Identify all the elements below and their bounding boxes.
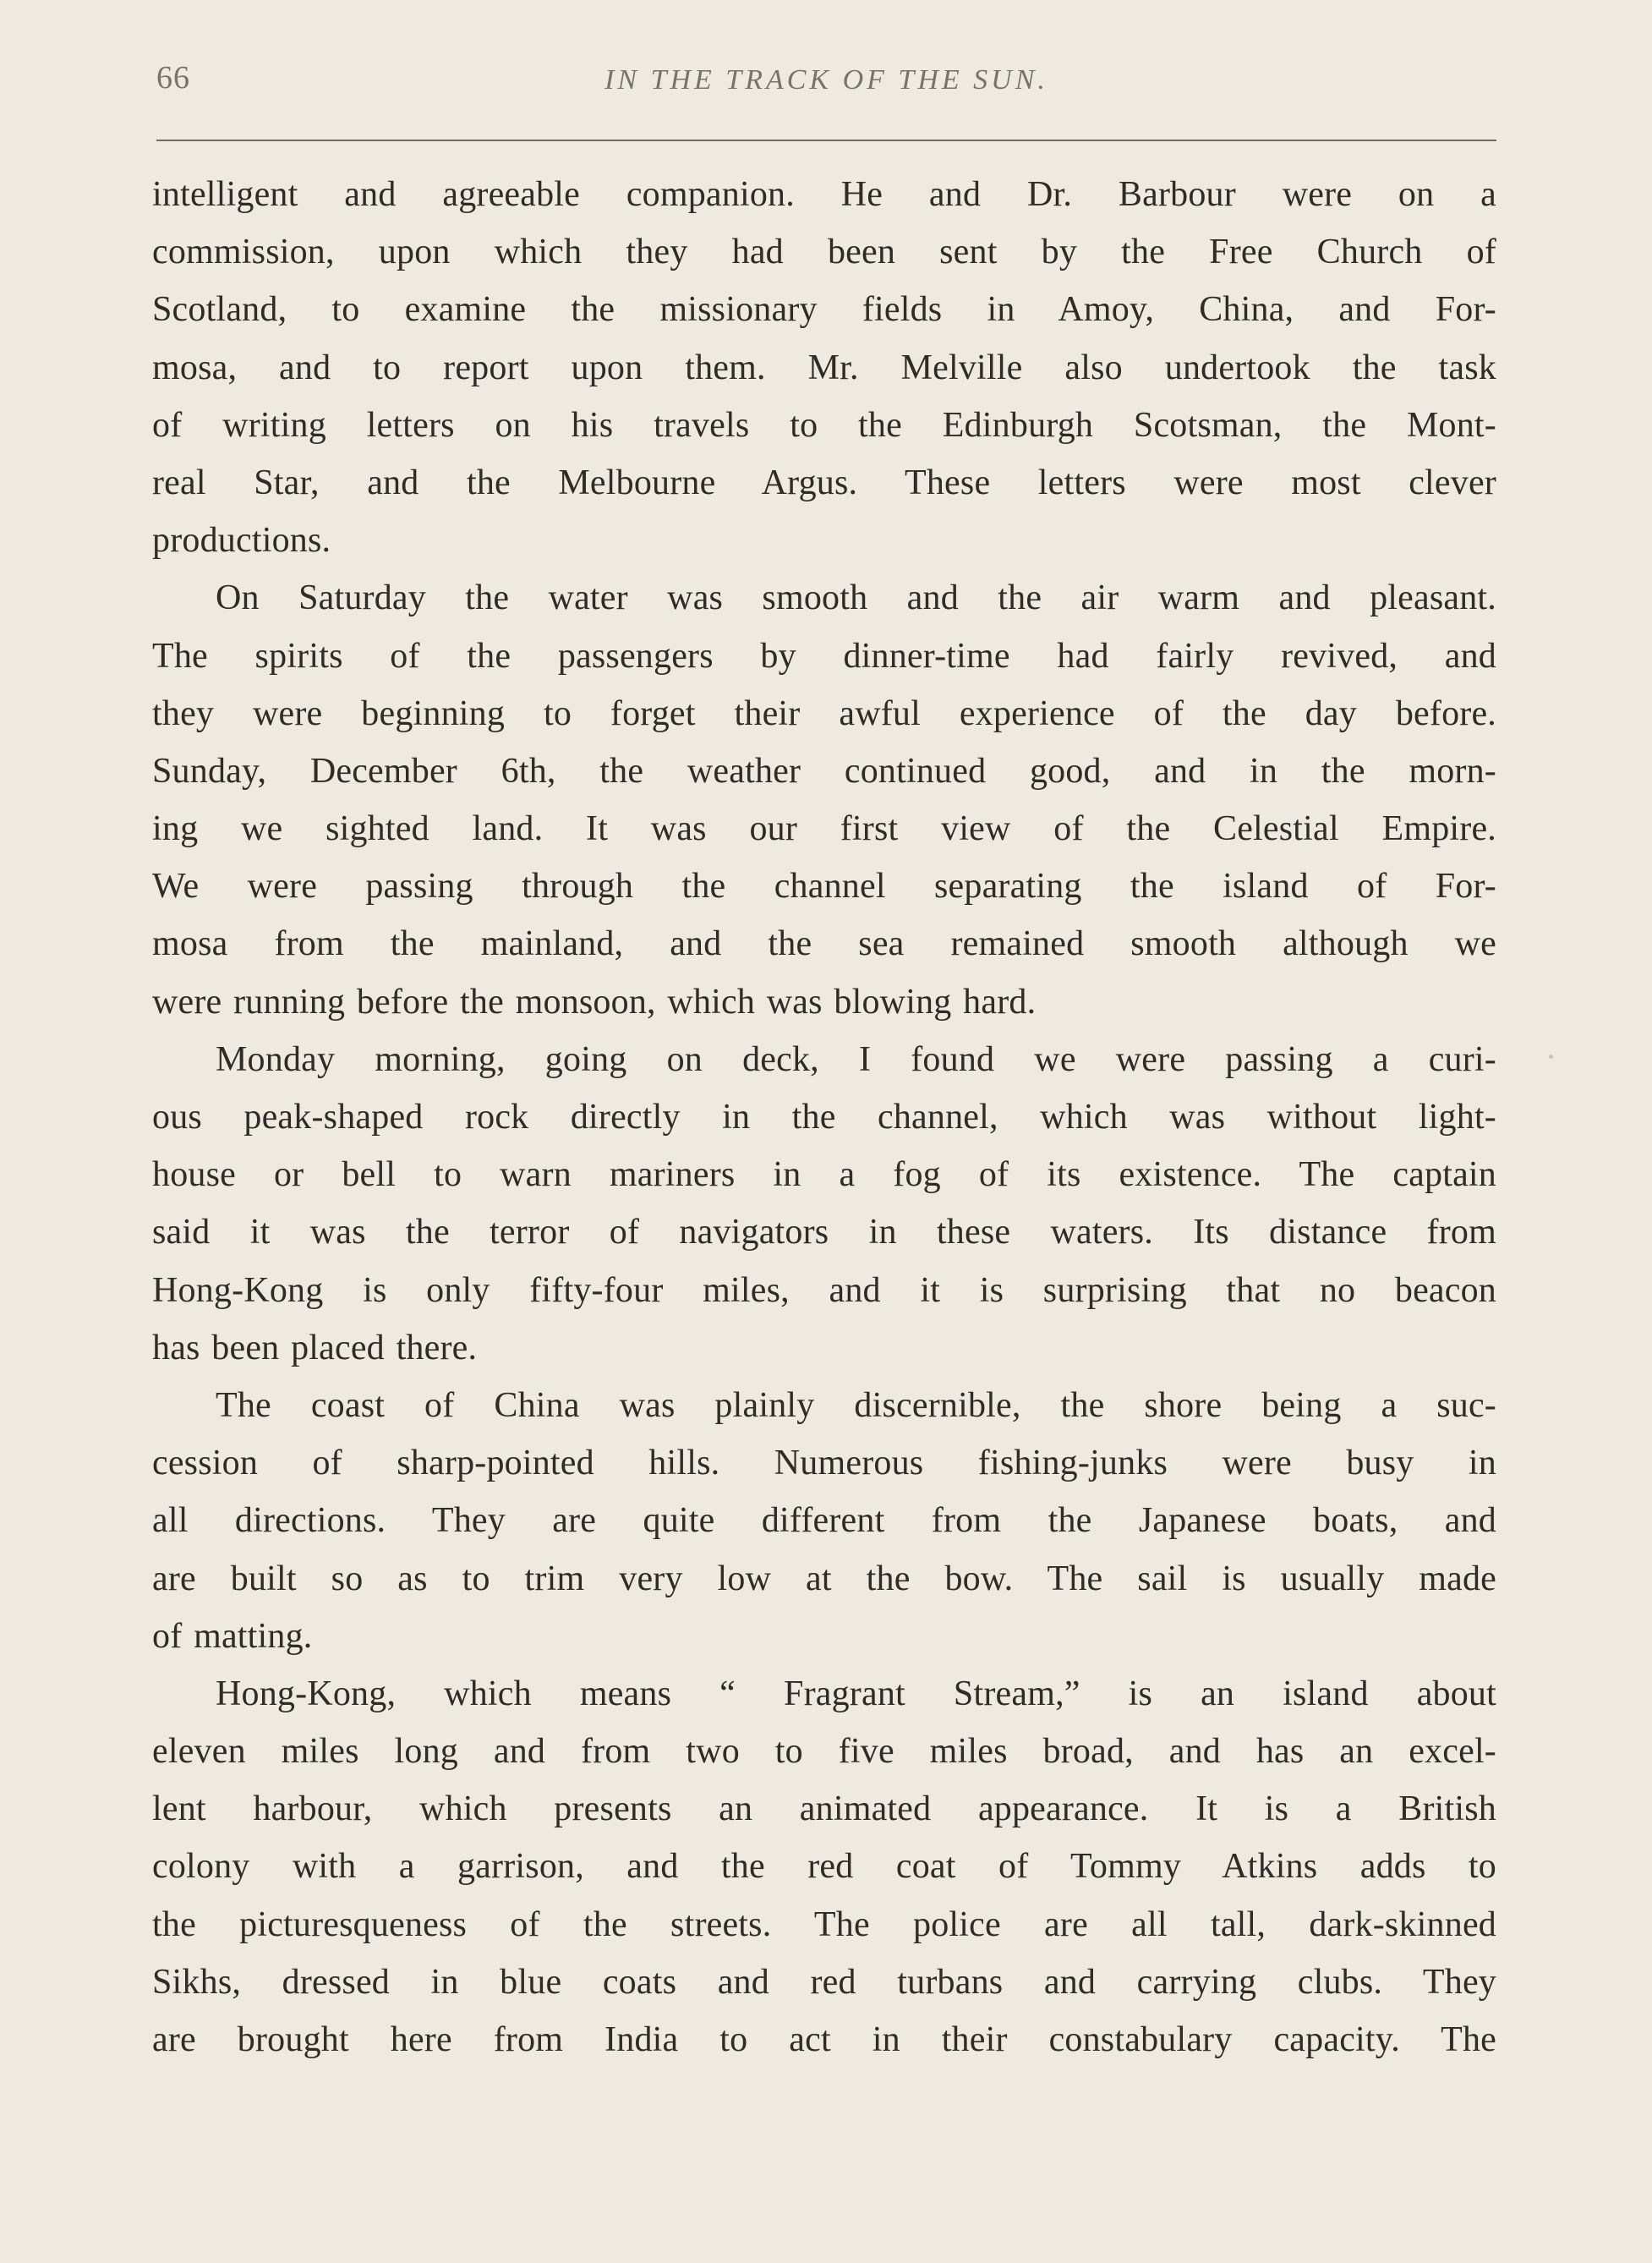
paper-speck: [1549, 1055, 1553, 1059]
text-line: The coast of China was plainly discernible, the shore being a suc-: [216, 1385, 1496, 1425]
paragraph-5: [152, 1665, 1496, 2068]
text-line: they were beginning to forget their awful experience of the day before.: [152, 693, 1496, 733]
paragraph-3: [152, 1031, 1496, 1377]
text-line: colony with a garrison, and the red coat of Tommy Atkins adds to: [152, 1847, 1496, 1887]
text-line: lent harbour, which presents an animated appearance. It is a British: [152, 1789, 1496, 1829]
text-line: We were passing through the channel separating the island of For-: [152, 867, 1496, 907]
text-line: were running before the monsoon, which was blowing hard.: [152, 982, 1037, 1022]
text-line: Hong-Kong is only fifty-four miles, and it is surprising that no beacon: [152, 1270, 1496, 1310]
text-line: are built so as to trim very low at the bow. The sail is usually made: [152, 1559, 1496, 1598]
text-line: On Saturday the water was smooth and the air warm and pleasant.: [216, 578, 1496, 618]
text-line: ing we sighted land. It was our first view of the Celestial Empire.: [152, 809, 1496, 849]
text-line: cession of sharp-pointed hills. Numerous fishing-junks were busy in: [152, 1444, 1496, 1483]
running-title: IN THE TRACK OF THE SUN.: [604, 64, 1048, 96]
text-line: mosa, and to report upon them. Mr. Melville also undertook the task: [152, 348, 1496, 387]
text-line: the picturesqueness of the streets. The police are all tall, dark-skinned: [152, 1904, 1496, 1944]
text-line: real Star, and the Melbourne Argus. These letters were most clever: [152, 463, 1496, 502]
text-line: Sikhs, dressed in blue coats and red turbans and carrying clubs. They: [152, 1962, 1496, 2002]
text-line: house or bell to warn mariners in a fog of its existence. The captain: [152, 1155, 1496, 1195]
paragraph-4: [152, 1377, 1496, 1665]
text-line: Hong-Kong, which means “ Fragrant Stream,” is an island about: [216, 1674, 1496, 1713]
text-line: commission, upon which they had been sent by the Free Church of: [152, 233, 1496, 272]
text-line: has been placed there.: [152, 1328, 478, 1367]
page-header: [156, 59, 1496, 101]
text-line: The spirits of the passengers by dinner-time had fairly revived, and: [152, 636, 1496, 676]
text-line: ous peak-shaped rock directly in the channel, which was without light-: [152, 1098, 1496, 1137]
text-line: are brought here from India to act in their constabulary capacity. The: [152, 2020, 1496, 2059]
text-line: of matting.: [152, 1616, 313, 1656]
page-number: 66: [156, 60, 190, 96]
text-line: eleven miles long and from two to five miles broad, and has an excel-: [152, 1732, 1496, 1772]
header-rule: [156, 140, 1496, 141]
text-line: of writing letters on his travels to the Edinburgh Scotsman, the Mont-: [152, 405, 1496, 445]
text-line: productions.: [152, 521, 331, 561]
text-line: Sunday, December 6th, the weather continued good, and in the morn-: [152, 751, 1496, 791]
text-line: all directions. They are quite different from the Japanese boats, and: [152, 1501, 1496, 1541]
text-line: Scotland, to examine the missionary fields in Amoy, China, and For-: [152, 290, 1496, 330]
text-line: intelligent and agreeable companion. He and Dr. Barbour were on a: [152, 175, 1496, 214]
text-line: said it was the terror of navigators in these waters. Its distance from: [152, 1213, 1496, 1252]
paragraph-1: [152, 166, 1496, 569]
text-line: mosa from the mainland, and the sea remained smooth although we: [152, 924, 1496, 964]
text-line: Monday morning, going on deck, I found we were passing a curi-: [216, 1039, 1496, 1079]
body-text: [152, 166, 1496, 2068]
paragraph-2: [152, 569, 1496, 1031]
